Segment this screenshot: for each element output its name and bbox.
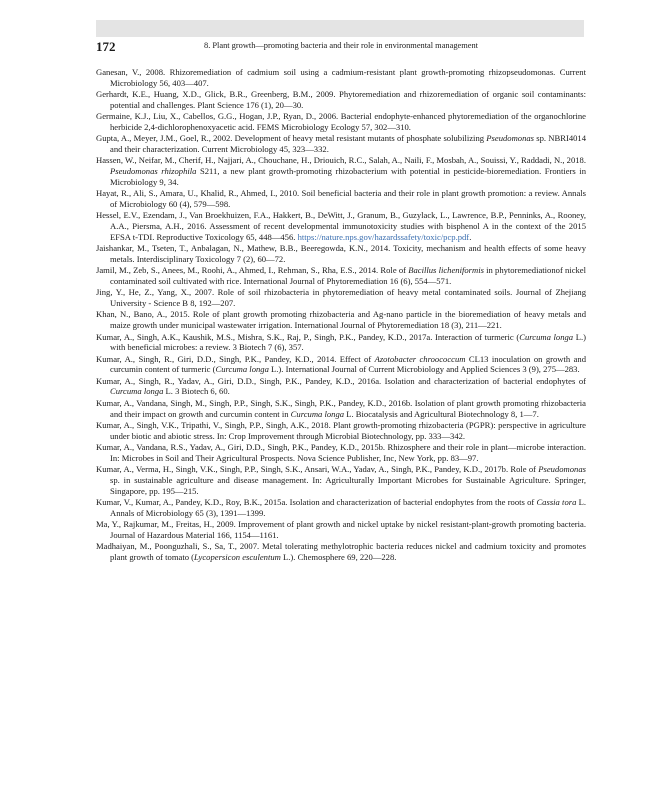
reference-text: Hayat, R., Ali, S., Amara, U., Khalid, R., Ahmed, I., 2010. Soil beneficial bacteria and their role in plant growth promotion: a review. Annals of Microbiology 60 (4), 579—598. [96, 188, 586, 209]
reference-text: Gerhardt, K.E., Huang, X.D., Glick, B.R., Greenberg, B.M., 2009. Phytoremediation and rhizoremediation of organic soil contaminants: potential and challenges. Plant Science 176 (1), 20—30. [96, 89, 586, 110]
reference-italic-text: Cassia tora [536, 496, 577, 507]
reference-italic-text: Pseudomonas [538, 464, 586, 475]
reference-italic-text: Bacillus licheniformis [408, 265, 484, 276]
reference-text: L. Biocatalysis and Agricultural Biotechnology 8, 1—7. [344, 408, 539, 419]
reference-text: CL13 inoculation on growth and curcumin content of turmeric ( [110, 353, 586, 375]
reference-text: sp. NBRI4014 and their characterization. Current Microbiology 45, 323—332. [110, 133, 587, 155]
reference-text: Jing, Y., He, Z., Yang, X., 2007. Role of soil rhizobacteria in phytoremediation of heavy metal contaminated soils. Journal of Zhejiang University - Science B 8, 192—207. [96, 287, 586, 309]
reference-entry [96, 111, 586, 133]
reference-entry [96, 519, 586, 541]
reference-text: Ganesan, V., 2008. Rhizoremediation of cadmium soil using a cadmium-resistant plant growth-promoting rhizopseudomonas. Current Microbiology 56, 403—407. [96, 67, 586, 88]
reference-text: L. Annals of Microbiology 65 (3), 1391—1399. [110, 496, 586, 518]
reference-text: Gupta, A., Meyer, J.M., Goel, R., 2002. Development of heavy metal resistant mutants of phosphate solubilizing [96, 133, 487, 144]
reference-italic-text: Azotobacter chroococcum [374, 353, 466, 364]
reference-entry [96, 376, 586, 398]
reference-text: S211, a new plant growth-promoting rhizobacterium with potential in pesticide-bioremediation. Frontiers in Microbiology 9, 34. [110, 166, 586, 187]
reference-italic-text: Curcuma longa [215, 364, 269, 375]
reference-text: . [469, 231, 472, 242]
reference-entry [96, 442, 586, 464]
reference-text: Kumar, A., Vandana, Singh, M., Singh, P.P., Singh, S.K., Singh, P.K., Pandey, K.D., 2016b. Isolation of plant growth promoting rhizobacteria and their impact on growth and curcumin content in [96, 397, 586, 419]
reference-text: Khan, N., Bano, A., 2015. Role of plant growth promoting rhizobacteria and Ag-nano particle in the bioremediation of heavy metals and maize growth under municipal wastewater irrigation. International Journal of Phytoremediation 18 (3), 211—221. [96, 309, 586, 331]
reference-text: Kumar, A., Vandana, R.S., Yadav, A., Giri, D.D., Singh, P.K., Pandey, K.D., 2015b. Rhizosphere and their role in plant—microbe interaction. In: Microbes in Soil and Their Agricultural Prospects. Nova Science Publisher, Inc, New York, pp. 83—97. [96, 442, 586, 463]
reference-text: Jaishankar, M., Tseten, T., Anbalagan, N., Mathew, B.B., Beeregowda, K.N., 2014. Toxicity, mechanism and health effects of some heavy metals. Interdisciplinary Toxicology 7 (2), 60—72. [96, 243, 586, 264]
reference-text: Kumar, A., Singh, A.K., Kaushik, M.S., Mishra, S.K., Raj, P., Singh, P.K., Pandey, K.D., 2017a. Interaction of turmeric ( [96, 331, 520, 342]
reference-entry [96, 67, 586, 89]
reference-list [96, 67, 586, 563]
reference-entry [96, 420, 586, 442]
reference-text: L.). Chemosphere 69, 220—228. [280, 551, 397, 562]
reference-text: Germaine, K.J., Liu, X., Cabellos, G.G., Hogan, J.P., Ryan, D., 2006. Bacterial endophyte-enhanced phytoremediation of the organochlorine herbicide 2,4-dichlorophenoxyacetic acid. FEMS Microbiology Ecology 57, 302—310. [96, 111, 586, 132]
reference-text: Hassen, W., Neifar, M., Cherif, H., Najjari, A., Chouchane, H., Driouich, R.C., Salah, A., Naili, F., Mosbah, A., Souissi, Y., Raddadi, N., 2018. [96, 155, 586, 166]
reference-text: Ma, Y., Rajkumar, M., Freitas, H., 2009. Improvement of plant growth and nickel uptake by nickel resistant-plant-growth promoting bacteria. Journal of Hazardous Material 166, 1154—1161. [96, 519, 586, 540]
reference-entry [96, 332, 586, 354]
reference-text: L.) with beneficial microbes: a review. 3 Biotech 7 (6), 357. [110, 331, 586, 353]
reference-italic-text: Curcuma longa [290, 408, 345, 419]
reference-text: Kumar, A., Singh, R., Yadav, A., Giri, D.D., Singh, P.K., Pandey, K.D., 2016a. Isolation and characterization of bacterial endophytes of [96, 375, 586, 386]
reference-italic-text: Curcuma longa [110, 386, 164, 397]
reference-entry [96, 265, 586, 287]
reference-italic-text: Lycopersicon esculentum [194, 551, 281, 562]
reference-text: Kumar, V., Kumar, A., Pandey, K.D., Roy, B.K., 2015a. Isolation and characterization of bacterial endophytes from the roots of [96, 496, 537, 507]
reference-text: Kumar, A., Verma, H., Singh, V.K., Singh, P.P., Singh, S.K., Ansari, W.A., Yadav, A., Singh, P.K., Pandey, K.D., 2017b. Role of [96, 464, 539, 475]
reference-text: Madhaiyan, M., Poonguzhali, S., Sa, T., 2007. Metal tolerating methylotrophic bacteria reduces nickel and cadmium toxicity and promotes plant growth of tomato ( [96, 541, 586, 562]
page-header [96, 37, 584, 59]
reference-entry [96, 243, 586, 265]
reference-text: Kumar, A., Singh, V.K., Tripathi, V., Singh, P.P., Singh, A.K., 2018. Plant growth-promoting rhizobacteria (PGPR): perspective in agriculture under biotic and abiotic stress. In: Crop Improvement through Microbial Biotechnology, pp. 333—342. [96, 419, 586, 441]
reference-text: sp. in sustainable agriculture and disease management. In: Agriculturally Important Microbes for Sustainable Agriculture. Springer, Singapore, pp. 195—215. [110, 474, 586, 496]
reference-text: Hessel, E.V., Ezendam, J., Van Broekhuizen, F.A., Hakkert, B., DeWitt, J., Granum, B., Guzylack, L., Lawrence, B.P., Penninks, A., Rooney, A.A., Piersma, A.H., 2016. Assessment of recent developmental immunotoxicity studies with bisphenol A in the context of the 2015 EFSA t-TDI. Reproductive Toxicology 65, 448—456. [96, 210, 586, 242]
reference-italic-text: Pseudomonas rhizophila [110, 166, 197, 177]
reference-italic-text: Curcuma longa [519, 331, 574, 342]
reference-text: L. 3 Biotech 6, 60. [163, 386, 230, 397]
reference-entry [96, 541, 586, 563]
reference-text: in phytoremediationof nickel contaminated soil cultivated with rice. International Journal of Phytoremediation 16 (6), 554—571. [110, 265, 587, 286]
header-band [96, 20, 584, 37]
reference-text: Jamil, M., Zeb, S., Anees, M., Roohi, A., Ahmed, I., Rehman, S., Rha, E.S., 2014. Role of [96, 265, 409, 276]
page-number: 172 [96, 39, 116, 54]
reference-entry [96, 287, 586, 309]
reference-entry [96, 398, 586, 420]
reference-text: Kumar, A., Singh, R., Giri, D.D., Singh, P.K., Pandey, K.D., 2014. Effect of [96, 353, 375, 364]
reference-text: L.). International Journal of Current Microbiology and Applied Sciences 3 (9), 275—283. [268, 364, 580, 375]
reference-link[interactable]: https://nature.nps.gov/hazardssafety/toxic/pcp.pdf [297, 231, 470, 242]
reference-entry [96, 497, 586, 519]
reference-entry [96, 464, 586, 496]
reference-entry [96, 133, 586, 155]
reference-entry [96, 155, 586, 187]
reference-entry [96, 210, 586, 242]
reference-entry [96, 309, 586, 331]
running-head: 8. Plant growth—promoting bacteria and their role in environmental management [204, 41, 478, 50]
reference-entry [96, 89, 586, 111]
reference-entry [96, 188, 586, 210]
reference-italic-text: Pseudomonas [486, 133, 535, 144]
reference-entry [96, 354, 586, 376]
